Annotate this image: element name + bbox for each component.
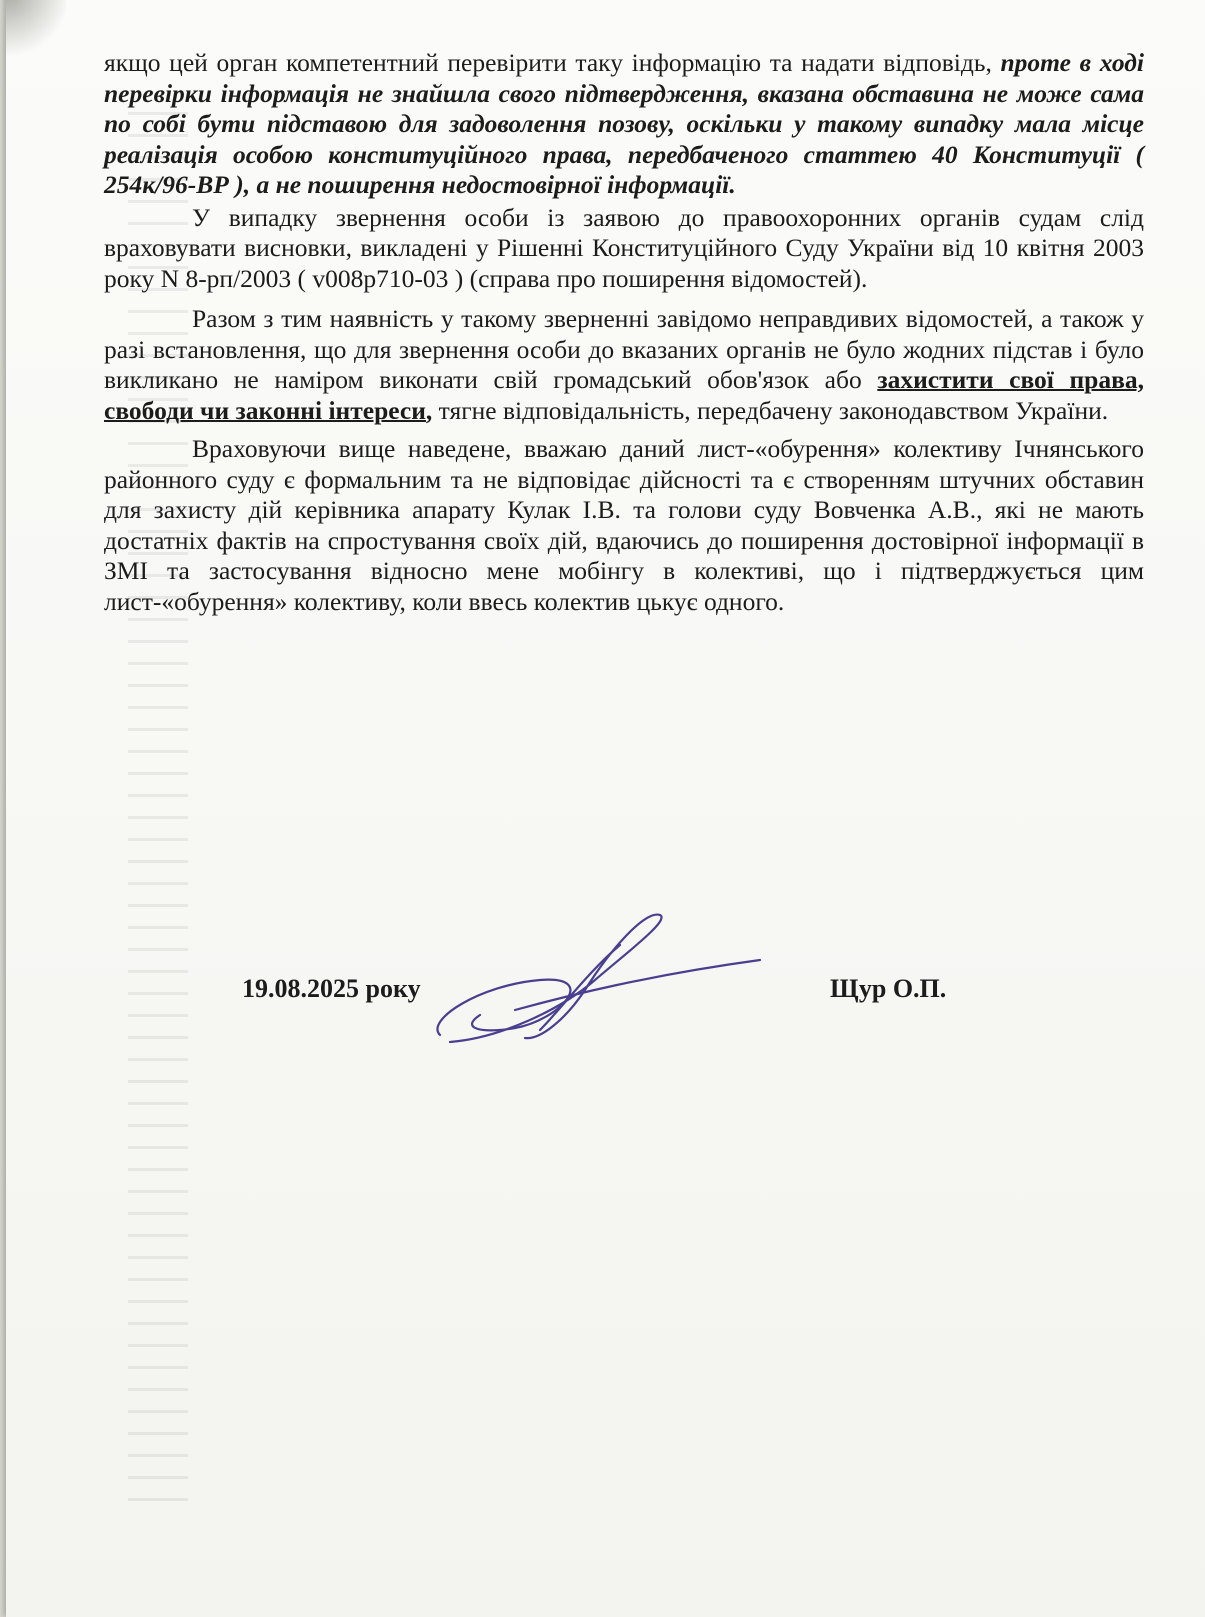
signatory-name: Щур О.П.: [830, 974, 947, 1003]
letter-body: [104, 48, 1144, 617]
paragraph-3-after: тягне відповідальність, передбачену законодавством України.: [438, 395, 1109, 425]
paragraph-2: У випадку звернення особи із заявою до правоохоронних органів судам слід враховувати висновки, викладені у Рішенні Конституційного Суду України від 10 квітня 2003 року N 8-рп/2003 ( v008p710-03 ) (справа про поширення відомостей).: [104, 202, 1144, 293]
paragraph-4: Враховуючи вище наведене, вважаю даний лист-«обурення» колективу Ічнянського районного суду є формальним та не відповідає дійсності та є створенням штучних обставин для захисту дій керівника апарату Кулак І.В. та голови суду Вовченка А.В., які не мають достатніх фактів на спростування своїх дій, вдаючись до поширення достовірної інформації в ЗМІ та застосування відносно мене мобінгу в колективі, що і підтверджується цим лист-«обурення» колективу, коли ввесь колектив цькує одного.: [104, 434, 1144, 616]
paragraph-1: [104, 48, 1144, 201]
paragraph-1-plain: якщо цей орган компетентний перевірити таку інформацію та надати відповідь,: [104, 48, 992, 77]
page-corner-shadow: [6, 0, 66, 62]
signature-row: [0, 970, 1205, 1090]
paragraph-3-underlined: захистити свої права, свободи чи законні інтереси,: [104, 365, 1145, 425]
handwritten-signature: [420, 910, 780, 1060]
paragraph-3: [104, 304, 1144, 426]
paragraph-1-emphasis: проте в ході перевірки інформація не знайшла свого підтвердження, вказана обставина не може сама по собі бути підставою для задоволення позову, оскільки у такому випадку мала місце реалізація особою конституційного права, передбаченого статтею 40 Конституції ( 254к/96-ВР ), а не поширення недостовірної інформації.: [104, 48, 1144, 199]
paragraph-3-before: Разом з тим наявність у такому зверненні завідомо неправдивих відомостей, а також у разі встановлення, що для звернення особи до вказаних органів не було жодних підстав і було викликано не наміром виконати свій громадський обов'язок або: [104, 304, 1144, 394]
signature-date: 19.08.2025 року: [242, 974, 421, 1003]
